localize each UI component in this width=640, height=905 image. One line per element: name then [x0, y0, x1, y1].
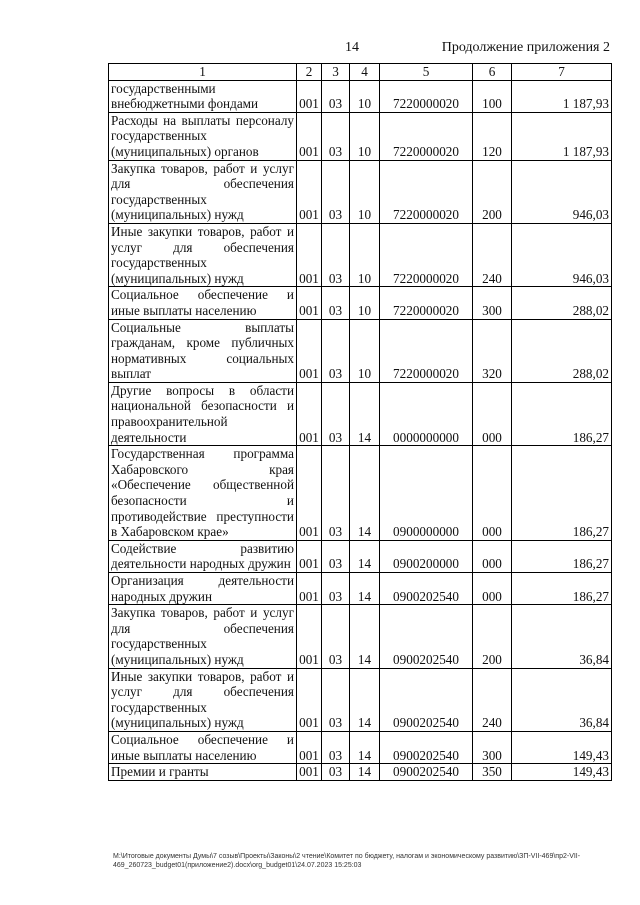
column-header: 7 [512, 64, 612, 81]
row-c4-cell: 10 [350, 287, 380, 319]
column-header: 6 [473, 64, 512, 81]
row-name-cell: Иные закупки товаров, работ и услуг для обеспечения государственных (муниципальных) нужд [109, 223, 297, 286]
row-c5-cell: 0900202540 [380, 731, 473, 763]
row-c3-cell: 03 [322, 223, 350, 286]
row-c4-cell: 14 [350, 764, 380, 781]
row-c3-cell: 03 [322, 319, 350, 382]
row-c6-cell: 350 [473, 764, 512, 781]
row-c5-cell: 7220000020 [380, 319, 473, 382]
row-c4-cell: 14 [350, 382, 380, 445]
table-row [109, 160, 612, 223]
row-c3-cell: 03 [322, 382, 350, 445]
row-c3-cell: 03 [322, 446, 350, 541]
row-c4-cell: 14 [350, 731, 380, 763]
row-c5-cell: 7220000020 [380, 80, 473, 112]
row-c2-cell: 001 [297, 731, 322, 763]
row-c7-cell: 1 187,93 [512, 112, 612, 160]
row-c4-cell: 10 [350, 319, 380, 382]
row-c2-cell: 001 [297, 446, 322, 541]
budget-table [108, 63, 612, 781]
row-c5-cell: 0900202540 [380, 668, 473, 731]
row-c5-cell: 7220000020 [380, 112, 473, 160]
row-name-cell: Закупка товаров, работ и услуг для обеспечения государственных (муниципальных) нужд [109, 605, 297, 668]
row-c2-cell: 001 [297, 605, 322, 668]
row-c4-cell: 14 [350, 446, 380, 541]
row-c3-cell: 03 [322, 160, 350, 223]
column-number-row [109, 64, 612, 81]
table-row [109, 668, 612, 731]
row-c7-cell: 186,27 [512, 382, 612, 445]
row-c4-cell: 10 [350, 80, 380, 112]
table-row [109, 319, 612, 382]
row-c7-cell: 36,84 [512, 668, 612, 731]
row-c7-cell: 149,43 [512, 731, 612, 763]
row-c7-cell: 186,27 [512, 540, 612, 572]
row-c6-cell: 000 [473, 540, 512, 572]
row-c3-cell: 03 [322, 540, 350, 572]
row-c5-cell: 7220000020 [380, 160, 473, 223]
row-c2-cell: 001 [297, 287, 322, 319]
row-c3-cell: 03 [322, 668, 350, 731]
column-header: 5 [380, 64, 473, 81]
row-name-cell: Социальное обеспечение и иные выплаты населению [109, 731, 297, 763]
row-c5-cell: 0900200000 [380, 540, 473, 572]
row-c6-cell: 320 [473, 319, 512, 382]
row-c5-cell: 0900000000 [380, 446, 473, 541]
table-row [109, 764, 612, 781]
row-c3-cell: 03 [322, 605, 350, 668]
table-row [109, 112, 612, 160]
table-header [109, 64, 612, 81]
row-c6-cell: 240 [473, 223, 512, 286]
row-c4-cell: 10 [350, 160, 380, 223]
document-path-footer: M:\Итоговые документы Думы\7 созыв\Проекты\Законы\2 чтение\Комитет по бюджету, налогам и экономическому развитию\ЗП-VII-469\пр2-VII-469_260723_budget01(приложение2).docx\org_budget01\24.07.2023 15:25:03 [113, 853, 581, 869]
table-row [109, 80, 612, 112]
row-c2-cell: 001 [297, 80, 322, 112]
row-c4-cell: 14 [350, 540, 380, 572]
table-body [109, 80, 612, 780]
table-row [109, 382, 612, 445]
row-name-cell: Социальные выплаты гражданам, кроме публичных нормативных социальных выплат [109, 319, 297, 382]
row-c3-cell: 03 [322, 573, 350, 605]
row-c5-cell: 0900202540 [380, 605, 473, 668]
page-number: 14 [345, 40, 359, 55]
row-c6-cell: 200 [473, 605, 512, 668]
row-c5-cell: 0000000000 [380, 382, 473, 445]
row-c3-cell: 03 [322, 112, 350, 160]
row-c7-cell: 1 187,93 [512, 80, 612, 112]
row-c7-cell: 288,02 [512, 319, 612, 382]
row-c4-cell: 10 [350, 223, 380, 286]
row-name-cell: Содействие развитию деятельности народных дружин [109, 540, 297, 572]
row-c6-cell: 000 [473, 382, 512, 445]
row-c6-cell: 300 [473, 287, 512, 319]
row-c2-cell: 001 [297, 764, 322, 781]
row-name-cell: Государственная программа Хабаровского края «Обеспечение общественной безопасности и противодействие преступности в Хабаровском крае» [109, 446, 297, 541]
row-c2-cell: 001 [297, 223, 322, 286]
row-c5-cell: 0900202540 [380, 573, 473, 605]
table-row [109, 731, 612, 763]
row-c3-cell: 03 [322, 764, 350, 781]
row-c7-cell: 946,03 [512, 223, 612, 286]
row-c2-cell: 001 [297, 573, 322, 605]
table-row [109, 223, 612, 286]
row-c5-cell: 0900202540 [380, 764, 473, 781]
row-name-cell: государственными внебюджетными фондами [109, 80, 297, 112]
row-c6-cell: 100 [473, 80, 512, 112]
row-c7-cell: 186,27 [512, 573, 612, 605]
table-row [109, 605, 612, 668]
row-name-cell: Закупка товаров, работ и услуг для обеспечения государственных (муниципальных) нужд [109, 160, 297, 223]
row-c3-cell: 03 [322, 731, 350, 763]
row-c5-cell: 7220000020 [380, 223, 473, 286]
row-c4-cell: 10 [350, 112, 380, 160]
table-row [109, 573, 612, 605]
row-c6-cell: 120 [473, 112, 512, 160]
row-c3-cell: 03 [322, 80, 350, 112]
row-c2-cell: 001 [297, 540, 322, 572]
row-c6-cell: 000 [473, 573, 512, 605]
row-c7-cell: 149,43 [512, 764, 612, 781]
row-c2-cell: 001 [297, 112, 322, 160]
row-c2-cell: 001 [297, 160, 322, 223]
table-row [109, 446, 612, 541]
row-name-cell: Другие вопросы в области национальной безопасности и правоохранительной деятельности [109, 382, 297, 445]
row-c6-cell: 000 [473, 446, 512, 541]
row-name-cell: Расходы на выплаты персоналу государственных (муниципальных) органов [109, 112, 297, 160]
row-c7-cell: 946,03 [512, 160, 612, 223]
table-row [109, 540, 612, 572]
row-c4-cell: 14 [350, 668, 380, 731]
row-c4-cell: 14 [350, 573, 380, 605]
row-name-cell: Организация деятельности народных дружин [109, 573, 297, 605]
row-c2-cell: 001 [297, 668, 322, 731]
row-c2-cell: 001 [297, 382, 322, 445]
row-c7-cell: 288,02 [512, 287, 612, 319]
continuation-heading: Продолжение приложения 2 [441, 40, 610, 55]
column-header: 4 [350, 64, 380, 81]
row-c4-cell: 14 [350, 605, 380, 668]
row-c6-cell: 240 [473, 668, 512, 731]
column-header: 3 [322, 64, 350, 81]
column-header: 1 [109, 64, 297, 81]
row-c6-cell: 200 [473, 160, 512, 223]
row-c2-cell: 001 [297, 319, 322, 382]
column-header: 2 [297, 64, 322, 81]
row-c3-cell: 03 [322, 287, 350, 319]
row-name-cell: Премии и гранты [109, 764, 297, 781]
row-c7-cell: 36,84 [512, 605, 612, 668]
row-c5-cell: 7220000020 [380, 287, 473, 319]
table-row [109, 287, 612, 319]
row-c7-cell: 186,27 [512, 446, 612, 541]
row-name-cell: Социальное обеспечение и иные выплаты населению [109, 287, 297, 319]
row-c6-cell: 300 [473, 731, 512, 763]
row-name-cell: Иные закупки товаров, работ и услуг для обеспечения государственных (муниципальных) нужд [109, 668, 297, 731]
